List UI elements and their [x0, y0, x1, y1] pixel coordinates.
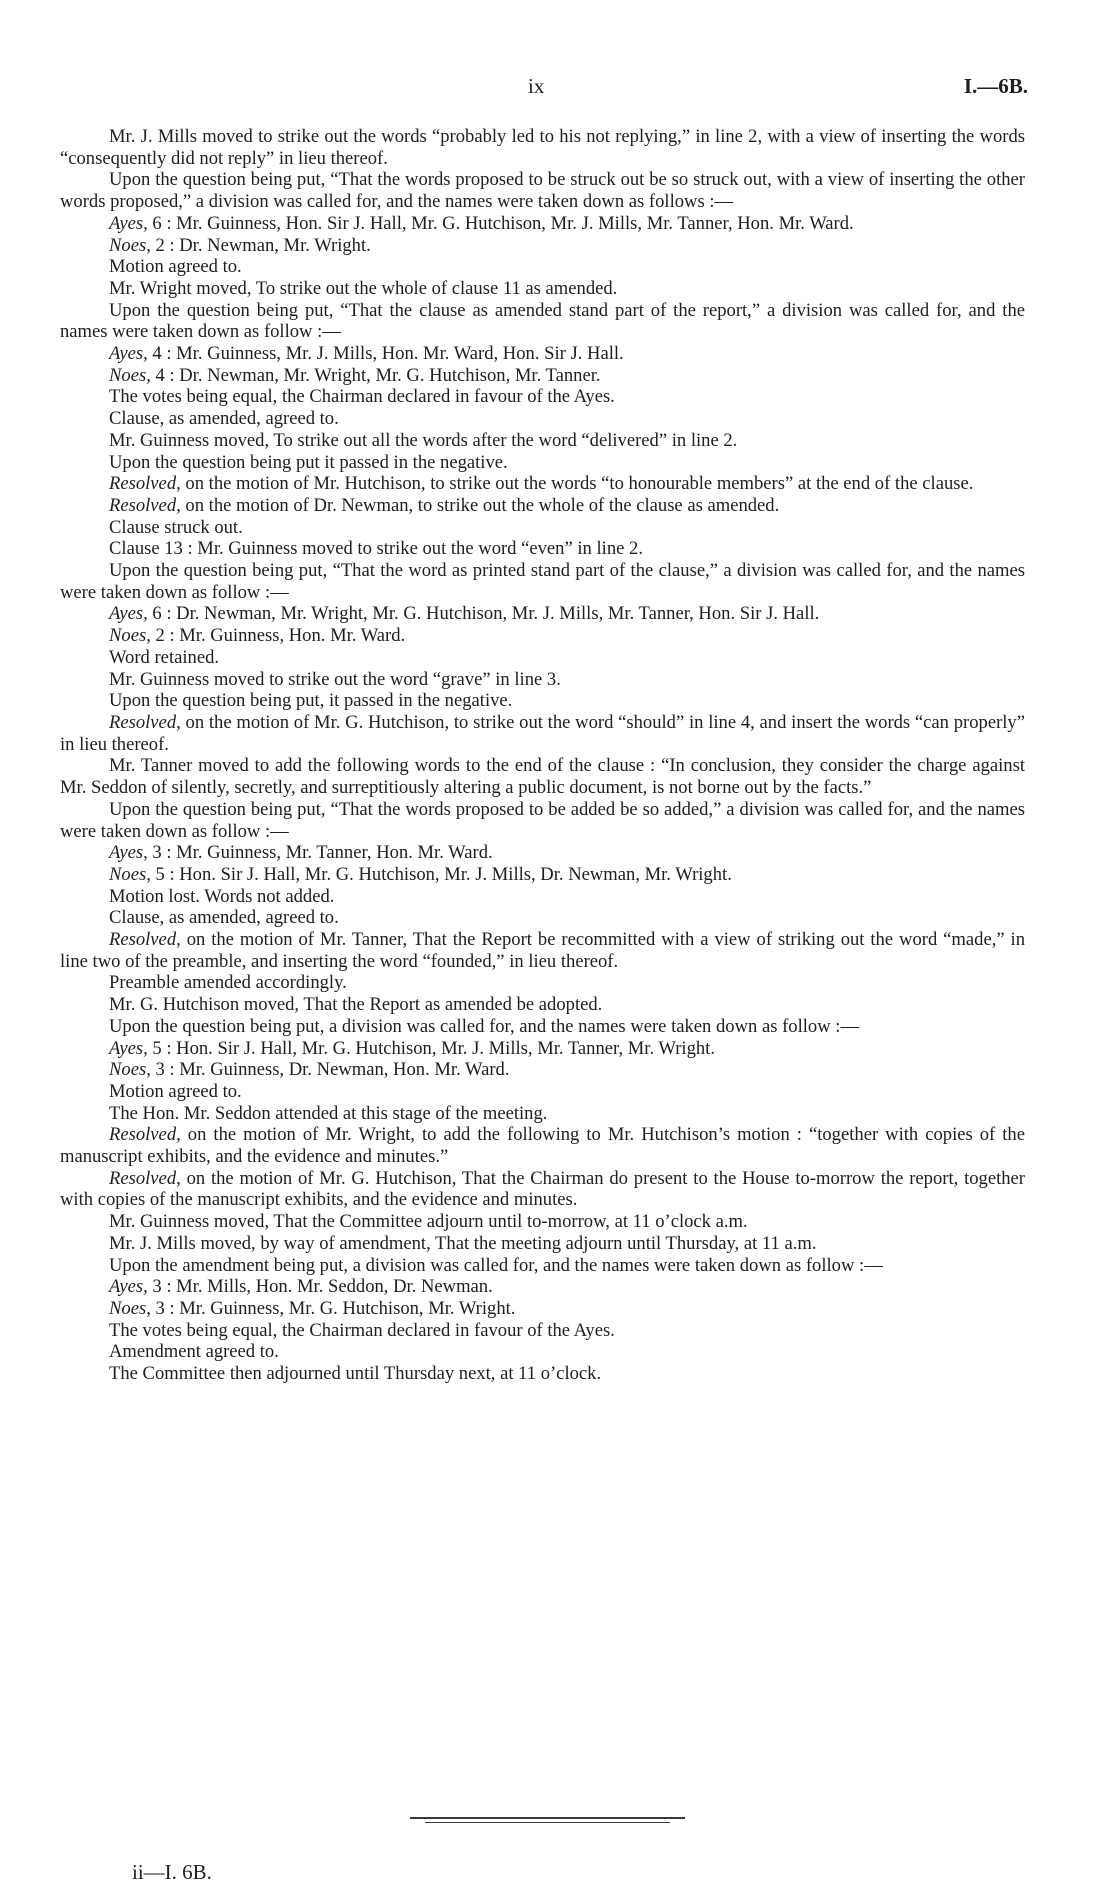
minutes-paragraph [60, 235, 1025, 257]
minutes-paragraph [60, 256, 1025, 278]
paragraph-label: Ayes, [109, 1037, 148, 1059]
paragraph-label: Resolved, [109, 1167, 181, 1189]
minutes-paragraph [60, 300, 1025, 343]
minutes-paragraph [60, 799, 1025, 842]
paragraph-text: 6 : Mr. Guinness, Hon. Sir J. Hall, Mr. G. Hutchison, Mr. J. Mills, Mr. Tanner, Hon. Mr. Ward. [147, 212, 854, 234]
paragraph-label: Noes, [109, 863, 151, 885]
paragraph-text: Mr. J. Mills moved, by way of amendment, That the meeting adjourn until Thursday, at 11 a.m. [109, 1232, 817, 1254]
minutes-paragraph [60, 538, 1025, 560]
minutes-paragraph [60, 1168, 1025, 1211]
minutes-paragraph [60, 690, 1025, 712]
minutes-paragraph [60, 1211, 1025, 1233]
section-divider [410, 1817, 685, 1823]
minutes-paragraph [60, 886, 1025, 908]
paragraph-label: Noes, [109, 234, 151, 256]
paragraph-text: Clause 13 : Mr. Guinness moved to strike out the word “even” in line 2. [109, 538, 643, 560]
paragraph-label: Noes, [109, 1297, 151, 1319]
minutes-paragraph [60, 1124, 1025, 1167]
minutes-paragraph [60, 452, 1025, 474]
minutes-paragraph [60, 213, 1025, 235]
minutes-paragraph [60, 1233, 1025, 1255]
paragraph-text: Mr. Guinness moved to strike out the word “grave” in line 3. [109, 668, 561, 690]
minutes-body [60, 126, 1025, 1385]
minutes-paragraph [60, 842, 1025, 864]
minutes-paragraph [60, 169, 1025, 212]
paragraph-text: Upon the question being put it passed in the negative. [109, 451, 508, 473]
minutes-paragraph [60, 1276, 1025, 1298]
paragraph-text: Mr. J. Mills moved to strike out the words “probably led to his not replying,” in line 2, with a view of inserting the words “consequently did not reply” in lieu thereof. [60, 126, 1025, 169]
minutes-paragraph [60, 365, 1025, 387]
paragraph-label: Ayes, [109, 603, 148, 625]
paragraph-text: The Hon. Mr. Seddon attended at this stage of the meeting. [109, 1102, 548, 1124]
minutes-paragraph [60, 430, 1025, 452]
minutes-paragraph [60, 994, 1025, 1016]
minutes-paragraph [60, 864, 1025, 886]
paragraph-text: Upon the question being put, “That the words proposed to be added be so added,” a division was called for, and the names were taken down as follow :— [60, 798, 1025, 842]
paragraph-text: Upon the question being put, “That the clause as amended stand part of the report,” a division was called for, and the names were taken down as follow :— [60, 299, 1025, 343]
paragraph-label: Resolved, [109, 929, 181, 951]
paragraph-text: Motion agreed to. [109, 256, 242, 278]
paragraph-label: Ayes, [109, 343, 148, 365]
minutes-paragraph [60, 278, 1025, 300]
document-reference: I.—6B. [963, 74, 1028, 98]
paragraph-text: Upon the question being put, “That the words proposed to be struck out be so struck out, with a view of inserting the other words proposed,” a division was called for, and the names were taken down as follows :— [60, 169, 1025, 213]
paragraph-text: Mr. G. Hutchison moved, That the Report as amended be adopted. [109, 994, 603, 1016]
paragraph-text: Preamble amended accordingly. [109, 972, 347, 994]
paragraph-label: Noes, [109, 1059, 151, 1081]
paragraph-text: The votes being equal, the Chairman declared in favour of the Ayes. [109, 386, 615, 408]
paragraph-text: 6 : Dr. Newman, Mr. Wright, Mr. G. Hutchison, Mr. J. Mills, Mr. Tanner, Hon. Sir J. Hall. [147, 603, 820, 625]
minutes-paragraph [60, 560, 1025, 603]
page-header [0, 74, 1114, 104]
paragraph-text: 4 : Mr. Guinness, Mr. J. Mills, Hon. Mr. Ward, Hon. Sir J. Hall. [147, 343, 624, 365]
signature-mark: ii—I. 6B. [132, 1860, 212, 1884]
paragraph-text: on the motion of Mr. Wright, to add the following to Mr. Hutchison’s motion : “together with copies of the manuscript exhibits, and the evidence and minutes.” [60, 1124, 1025, 1168]
minutes-paragraph [60, 386, 1025, 408]
paragraph-text: The Committee then adjourned until Thursday next, at 11 o’clock. [109, 1363, 602, 1385]
paragraph-label: Resolved, [109, 494, 181, 516]
paragraph-text: Upon the question being put, a division was called for, and the names were taken down as follow :— [109, 1015, 860, 1037]
paragraph-label: Ayes, [109, 1276, 148, 1298]
paragraph-label: Noes, [109, 625, 151, 647]
minutes-paragraph [60, 126, 1025, 169]
paragraph-text: Mr. Wright moved, To strike out the whole of clause 11 as amended. [109, 277, 618, 299]
minutes-paragraph [60, 1038, 1025, 1060]
paragraph-text: Mr. Tanner moved to add the following words to the end of the clause : “In conclusion, they consider the charge against Mr. Seddon of silently, secretly, and surreptitiously altering a public document, is not borne out by the facts.” [60, 755, 1025, 799]
paragraph-text: 3 : Mr. Guinness, Dr. Newman, Hon. Mr. Ward. [150, 1059, 510, 1081]
paragraph-text: Upon the question being put, “That the word as printed stand part of the clause,” a division was called for, and the names were taken down as follow :— [60, 560, 1025, 603]
paragraph-text: on the motion of Mr. G. Hutchison, That the Chairman do present to the House to-morrow the report, together with copies of the manuscript exhibits, and the evidence and minutes. [60, 1167, 1025, 1211]
page-number: ix [528, 74, 545, 98]
paragraph-label: Resolved, [109, 473, 181, 495]
paragraph-label: Resolved, [109, 711, 181, 733]
paragraph-label: Ayes, [109, 842, 148, 864]
paragraph-text: Motion lost. Words not added. [109, 885, 335, 907]
minutes-paragraph [60, 669, 1025, 691]
minutes-paragraph [60, 712, 1025, 755]
paragraph-text: The votes being equal, the Chairman declared in favour of the Ayes. [109, 1319, 615, 1341]
minutes-paragraph [60, 1363, 1025, 1385]
paragraph-text: 3 : Mr. Mills, Hon. Mr. Seddon, Dr. Newman. [147, 1276, 493, 1298]
minutes-paragraph [60, 647, 1025, 669]
paragraph-text: on the motion of Dr. Newman, to strike out the whole of the clause as amended. [180, 494, 780, 516]
paragraph-text: Upon the amendment being put, a division was called for, and the names were taken down as follow :— [109, 1254, 883, 1276]
minutes-paragraph [60, 1255, 1025, 1277]
paragraph-text: 4 : Dr. Newman, Mr. Wright, Mr. G. Hutchison, Mr. Tanner. [150, 364, 601, 386]
minutes-paragraph [60, 603, 1025, 625]
minutes-paragraph [60, 1081, 1025, 1103]
paragraph-text: Clause, as amended, agreed to. [109, 408, 339, 430]
paragraph-text: 2 : Mr. Guinness, Hon. Mr. Ward. [150, 625, 406, 647]
paragraph-text: Motion agreed to. [109, 1080, 242, 1102]
paragraph-text: 3 : Mr. Guinness, Mr. G. Hutchison, Mr. Wright. [150, 1297, 516, 1319]
minutes-paragraph [60, 755, 1025, 798]
minutes-paragraph [60, 907, 1025, 929]
paragraph-text: 5 : Hon. Sir J. Hall, Mr. G. Hutchison, Mr. J. Mills, Mr. Tanner, Mr. Wright. [147, 1037, 715, 1059]
paragraph-text: on the motion of Mr. Tanner, That the Report be recommitted with a view of striking out the word “made,” in line two of the preamble, and inserting the word “founded,” in lieu thereof. [60, 929, 1025, 972]
minutes-paragraph [60, 1059, 1025, 1081]
minutes-paragraph [60, 473, 1025, 495]
paragraph-text: Amendment agreed to. [109, 1341, 279, 1363]
minutes-paragraph [60, 343, 1025, 365]
minutes-paragraph [60, 1298, 1025, 1320]
minutes-paragraph [60, 972, 1025, 994]
paragraph-text: Upon the question being put, it passed in the negative. [109, 690, 513, 712]
minutes-paragraph [60, 1103, 1025, 1125]
paragraph-text: on the motion of Mr. G. Hutchison, to strike out the word “should” in line 4, and insert the words “can properly” in lieu thereof. [60, 711, 1025, 755]
minutes-paragraph [60, 929, 1025, 972]
paragraph-text: Mr. Guinness moved, To strike out all the words after the word “delivered” in line 2. [109, 429, 738, 451]
minutes-paragraph [60, 1341, 1025, 1363]
minutes-paragraph [60, 625, 1025, 647]
paragraph-text: 5 : Hon. Sir J. Hall, Mr. G. Hutchison, Mr. J. Mills, Dr. Newman, Mr. Wright. [150, 863, 732, 885]
paragraph-label: Noes, [109, 364, 151, 386]
paragraph-text: Clause, as amended, agreed to. [109, 907, 339, 929]
paragraph-label: Ayes, [109, 212, 148, 234]
paragraph-label: Resolved, [109, 1124, 181, 1146]
minutes-paragraph [60, 517, 1025, 539]
paragraph-text: Clause struck out. [109, 516, 243, 538]
minutes-paragraph [60, 408, 1025, 430]
paragraph-text: Mr. Guinness moved, That the Committee adjourn until to-morrow, at 11 o’clock a.m. [109, 1211, 748, 1233]
paragraph-text: Word retained. [109, 646, 220, 668]
paragraph-text: 3 : Mr. Guinness, Mr. Tanner, Hon. Mr. Ward. [147, 842, 493, 864]
minutes-paragraph [60, 495, 1025, 517]
minutes-paragraph [60, 1016, 1025, 1038]
paragraph-text: on the motion of Mr. Hutchison, to strike out the words “to honourable members” at the end of the clause. [180, 473, 974, 495]
minutes-paragraph [60, 1320, 1025, 1342]
paragraph-text: 2 : Dr. Newman, Mr. Wright. [150, 234, 371, 256]
